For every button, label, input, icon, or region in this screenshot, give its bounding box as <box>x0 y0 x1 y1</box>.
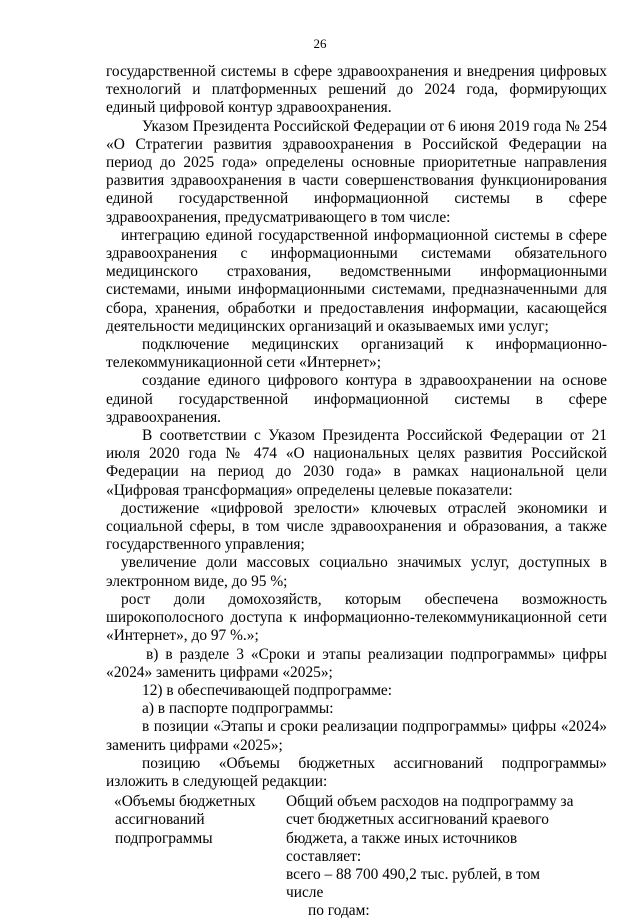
budget-table-value-cell <box>276 793 576 920</box>
budget-value-line: Общий объем расходов на подпрограмму за <box>286 793 574 811</box>
budget-value-line: всего – 88 700 490,2 тыс. рублей, в том числе <box>286 865 540 902</box>
budget-label-line: подпрограммы <box>115 829 213 847</box>
budget-value-line: по годам: <box>308 902 370 920</box>
paragraph-digital-maturity: достижение «цифровой зрелости» ключевых отраслей экономики и социальной сферы, в том числе здравоохранения и образования, а также государственного управления; <box>106 499 607 554</box>
paragraph-decree-254: Указом Президента Российской Федерации от 6 июня 2019 года № 254 «О Стратегии развития здравоохранения в Российской Федерации на период до 2025 года» определены основные приоритетные направления развития здравоохранения в части совершенствования функционирования единой государственной информационной системы в сфере здравоохранения, предусматривающего в том числе: <box>106 117 607 226</box>
paragraph-stages: в позиции «Этапы и сроки реализации подпрограммы» цифры «2024» заменить цифрами «2025»; <box>106 718 607 754</box>
page-number: 26 <box>313 36 327 51</box>
paragraph-integration: интеграцию единой государственной информационной системы в сфере здравоохранения с информационными системами обязательного медицинского страхования, ведомственными информационными системами, иными информационными системами, предназначенными для сбора, хранения, обработки и предоставления информации, касающейся деятельности медицинских организаций и оказываемых ими услуг; <box>106 226 607 335</box>
budget-table <box>106 793 607 920</box>
paragraph-broadband: рост доли домохозяйств, которым обеспечена возможность широкополосного доступа к информационно-телекоммуникационной сети «Интернет», до 97 %.»; <box>106 590 607 645</box>
document-body <box>106 63 607 921</box>
paragraph-services-share: увеличение доли массовых социально значимых услуг, доступных в электронном виде, до 95 %; <box>106 554 607 590</box>
paragraph-budget-position: позицию «Объемы бюджетных ассигнований подпрограммы» изложить в следующей редакции: <box>106 754 607 790</box>
paragraph-decree-474: В соответствии с Указом Президента Российской Федерации от 21 июля 2020 года № 474 «О национальных целях развития Российской Федерации на период до 2030 года» в рамках национальной цели «Цифровая трансформация» определены целевые показатели: <box>106 427 607 499</box>
budget-table-label-cell <box>106 793 276 920</box>
paragraph-item-12: 12) в обеспечивающей подпрограмме: <box>142 681 393 699</box>
paragraph-continuation: государственной системы в сфере здравоохранения и внедрения цифровых технологий и платформенных решений до 2024 года, формирующих единый цифровой контур здравоохранения. <box>106 63 607 117</box>
budget-value-line: счет бюджетных ассигнований краевого <box>286 811 549 829</box>
budget-value-line: бюджета, а также иных источников составляет: <box>286 829 518 865</box>
paragraph-section-3: в) в разделе 3 «Сроки и этапы реализации подпрограммы» цифры «2024» заменить цифрами «2025»; <box>106 645 607 681</box>
paragraph-connection: подключение медицинских организаций к информационно-телекоммуникационной сети «Интернет»; <box>106 336 607 372</box>
paragraph-passport: а) в паспорте подпрограммы: <box>142 700 334 718</box>
budget-label-line: «Объемы бюджетных <box>114 793 256 811</box>
budget-label-line: ассигнований <box>115 811 205 829</box>
paragraph-digital-contour: создание единого цифрового контура в здравоохранении на основе единой государственной информационной системы в сфере здравоохранения. <box>106 372 607 426</box>
